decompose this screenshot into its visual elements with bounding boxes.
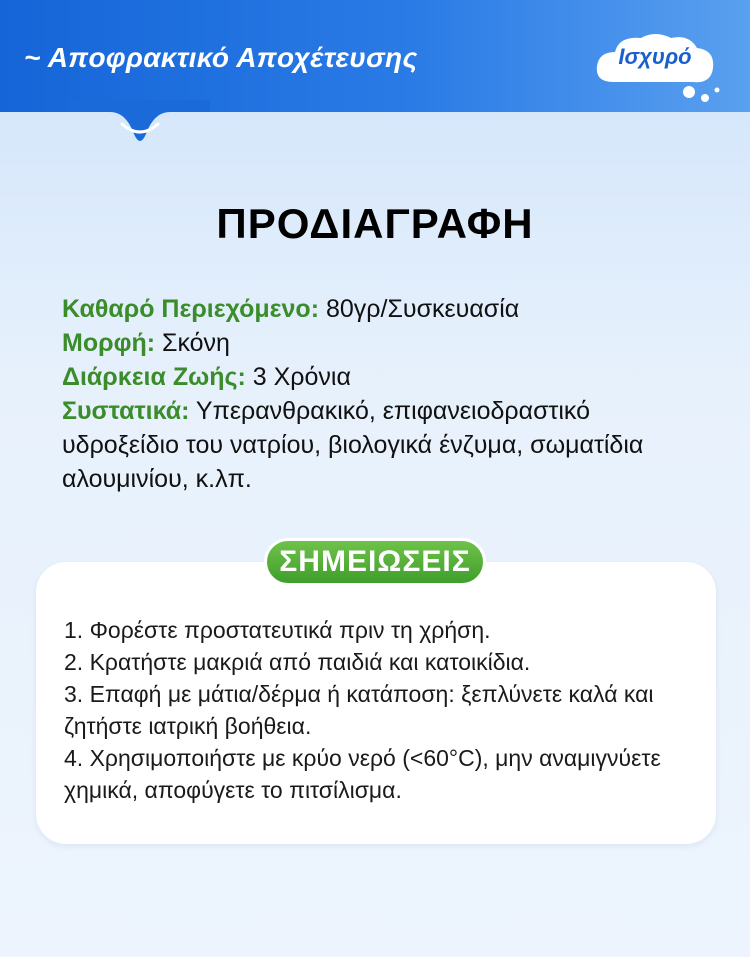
note-item: 1. Φορέστε προστατευτικά πριν τη χρήση. — [64, 617, 491, 643]
note-item: 4. Χρησιμοποιήστε με κρύο νερό (<60°C), μην αναμιγνύετε χημικά, αποφύγετε το πιτσίλισμα. — [64, 745, 661, 803]
spec-net-content — [62, 292, 702, 326]
specification-title: ΠΡΟΔΙΑΓΡΑΦΗ — [216, 200, 534, 247]
spec-label: Διάρκεια Ζωής: — [62, 363, 246, 391]
spec-form — [62, 326, 702, 360]
note-item: 3. Επαφή με μάτια/δέρμα ή κατάποση: ξεπλύνετε καλά και ζητήστε ιατρική βοήθεια. — [64, 681, 654, 739]
spec-value: Υπερανθρακικό, επιφανειοδραστικό υδροξείδιο του νατρίου, βιολογικά ένζυμα, σωματίδια αλουμινίου, κ.λπ. — [62, 397, 644, 493]
notes-title-badge: ΣΗΜΕΙΩΣΕΙΣ — [264, 538, 486, 586]
header-title: ~ Αποφρακτικό Αποχέτευσης — [24, 42, 418, 73]
spec-list — [62, 292, 702, 496]
note-item: 2. Κρατήστε μακριά από παιδιά και κατοικίδια. — [64, 649, 531, 675]
spec-ingredients — [62, 394, 702, 496]
strength-badge: Ισχυρό — [618, 44, 692, 69]
spec-value: 80γρ/Συσκευασία — [319, 295, 520, 323]
spec-label: Καθαρό Περιεχόμενο: — [62, 295, 320, 323]
notes-list — [64, 614, 704, 806]
spec-shelf-life — [62, 360, 702, 394]
spec-label: Μορφή: — [62, 329, 156, 357]
spec-label: Συστατικά: — [62, 397, 190, 425]
header-notch — [70, 100, 210, 160]
spec-value: 3 Χρόνια — [245, 363, 351, 391]
spec-value: Σκόνη — [155, 329, 230, 357]
